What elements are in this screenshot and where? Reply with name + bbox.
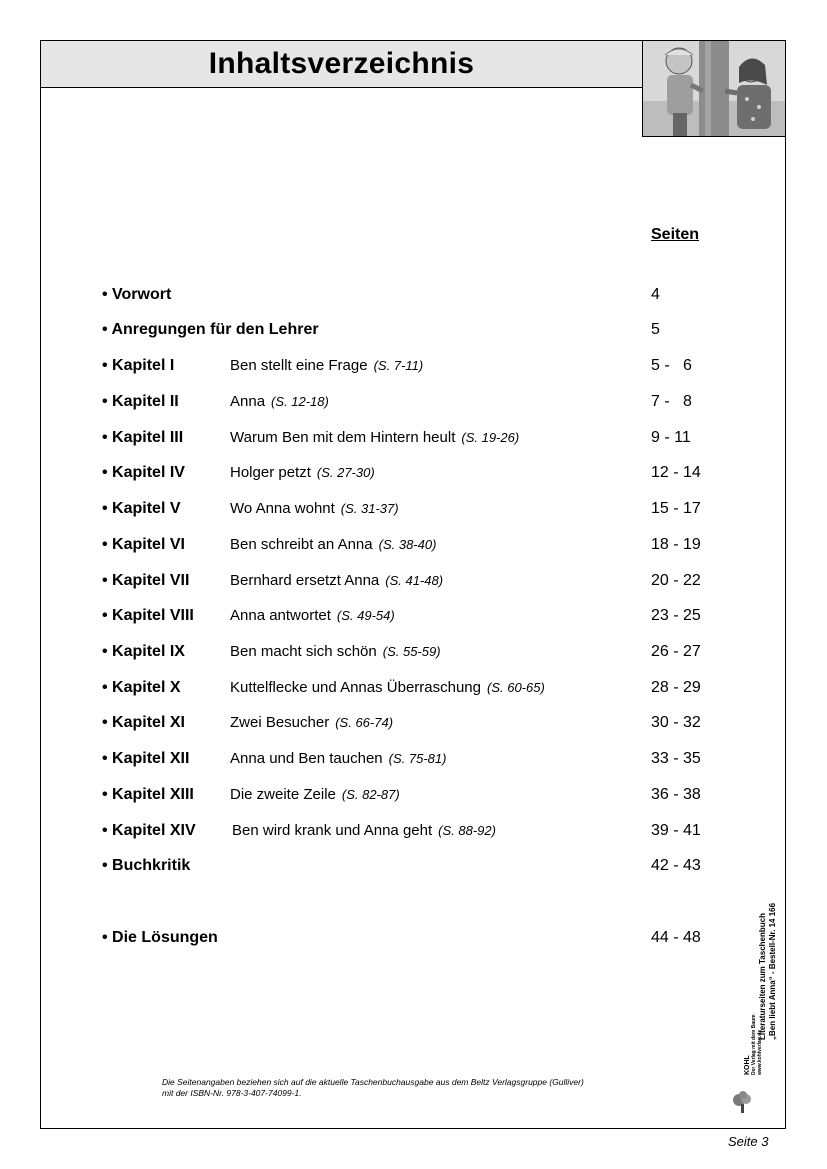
toc-label: • Anregungen für den Lehrer [102, 321, 319, 338]
publisher-url: www.kohlverlag.de [757, 1029, 763, 1075]
toc-pages: 42 - 43 [651, 857, 701, 874]
toc-pages: 39 - 41 [651, 822, 701, 839]
book-page-ref: (S. 7-11) [373, 358, 424, 373]
toc-row-buchkritik [102, 857, 712, 881]
page-number: Seite 3 [728, 1134, 769, 1149]
chapter-title: Ben wird krank und Anna geht [232, 822, 433, 839]
chapter-title: Holger petzt [230, 464, 311, 481]
toc-label: • Kapitel XII [102, 750, 190, 767]
toc-pages: 26 - 27 [651, 643, 701, 660]
chapter-title: Bernhard ersetzt Anna [230, 572, 380, 589]
toc-pages: 44 - 48 [651, 929, 701, 946]
toc-row-kapitel-5 [102, 500, 712, 524]
chapter-title: Ben macht sich schön [230, 643, 377, 660]
toc-row-loesungen [102, 929, 712, 953]
toc-pages: 20 - 22 [651, 572, 701, 589]
toc-label: • Kapitel III [102, 429, 184, 446]
publisher-name: KOHL [744, 1055, 751, 1075]
sidebar-line-1: Literaturseiten zum Taschenbuch [758, 913, 767, 1040]
sidebar-line-2: „Ben liebt Anna“ - Bestell-Nr. 14 166 [768, 902, 777, 1040]
toc-desc [230, 464, 375, 481]
toc-label: • Kapitel IV [102, 464, 185, 481]
toc-row-kapitel-9 [102, 643, 712, 667]
toc-label: • Vorwort [102, 286, 172, 303]
toc-row-kapitel-14 [102, 822, 712, 846]
toc-pages: 15 - 17 [651, 500, 701, 517]
footnote-line-2: mit der ISBN-Nr. 978-3-407-74099-1. [162, 1088, 302, 1098]
chapter-title: Anna [230, 393, 266, 410]
toc-row-kapitel-10 [102, 679, 712, 703]
book-page-ref: (S. 66-74) [335, 715, 394, 730]
chapter-title: Kuttelflecke und Annas Überraschung [230, 679, 481, 696]
toc-desc [230, 679, 545, 696]
book-page-ref: (S. 82-87) [341, 787, 400, 802]
illustration-photo [642, 40, 786, 137]
toc-row-kapitel-3 [102, 429, 712, 453]
toc-desc [230, 500, 399, 517]
toc-row-kapitel-2 [102, 393, 712, 417]
pages-column-header: Seiten [651, 226, 700, 243]
toc-label: • Buchkritik [102, 857, 191, 874]
toc-pages: 30 - 32 [651, 714, 701, 731]
chapter-title: Ben stellt eine Frage [230, 357, 368, 374]
page-title: Inhaltsverzeichnis [208, 47, 475, 80]
toc-row-kapitel-7 [102, 572, 712, 596]
toc-desc [230, 572, 443, 589]
chapter-title: Warum Ben mit dem Hintern heult [230, 429, 456, 446]
tree-logo-icon [730, 1090, 756, 1114]
chapter-title: Zwei Besucher [230, 714, 330, 731]
toc-label: • Kapitel IX [102, 643, 185, 660]
toc-desc [230, 536, 436, 553]
toc-pages: 36 - 38 [651, 786, 701, 803]
book-page-ref: (S. 55-59) [382, 644, 441, 659]
toc-label: • Kapitel XIII [102, 786, 194, 803]
book-page-ref: (S. 19-26) [461, 430, 520, 445]
book-page-ref: (S. 38-40) [378, 537, 437, 552]
chapter-title: Die zweite Zeile [230, 786, 336, 803]
book-page-ref: (S. 60-65) [487, 680, 545, 695]
toc-label: • Kapitel XIV [102, 822, 196, 839]
footnote [162, 1077, 584, 1099]
toc-label: • Kapitel V [102, 500, 181, 517]
toc-pages: 5 [651, 321, 660, 338]
toc-pages: 33 - 35 [651, 750, 701, 767]
title-band [40, 40, 643, 88]
book-page-ref: (S. 75-81) [388, 751, 447, 766]
toc-label: • Kapitel II [102, 393, 179, 410]
toc-row-kapitel-1 [102, 357, 712, 381]
book-page-ref: (S. 12-18) [271, 394, 329, 409]
book-page-ref: (S. 27-30) [316, 465, 375, 480]
toc-desc [230, 643, 441, 660]
toc-row-kapitel-4 [102, 464, 712, 488]
toc-pages: 4 [651, 286, 660, 303]
toc-row-vorwort [102, 286, 712, 310]
footnote-line-1: Die Seitenangaben beziehen sich auf die aktuelle Taschenbuchausgabe aus dem Beltz Verlagsgruppe (Gulliver) [162, 1077, 584, 1087]
children-tree-illustration [643, 41, 786, 137]
toc-row-kapitel-8 [102, 607, 712, 631]
toc-desc [230, 357, 423, 374]
toc-label: • Die Lösungen [102, 929, 218, 946]
toc-label: • Kapitel VI [102, 536, 185, 553]
toc-label: • Kapitel VII [102, 572, 190, 589]
toc-desc [230, 750, 446, 767]
toc-desc [230, 714, 393, 731]
toc-desc [230, 429, 519, 446]
toc-row-kapitel-11 [102, 714, 712, 738]
toc-pages: 12 - 14 [651, 464, 701, 481]
toc-desc [230, 786, 400, 803]
toc-desc [230, 393, 329, 410]
chapter-title: Anna antwortet [230, 607, 331, 624]
toc-desc [232, 822, 496, 839]
chapter-title: Ben schreibt an Anna [230, 536, 373, 553]
toc-label: • Kapitel VIII [102, 607, 194, 624]
toc-label: • Kapitel I [102, 357, 175, 374]
toc-desc [230, 607, 395, 624]
publisher-brand [744, 1014, 763, 1075]
toc-label: • Kapitel X [102, 679, 181, 696]
book-page-ref: (S. 41-48) [385, 573, 444, 588]
toc-row-kapitel-6 [102, 536, 712, 560]
book-page-ref: (S. 31-37) [340, 501, 399, 516]
toc-row-kapitel-12 [102, 750, 712, 774]
toc-pages: 9 - 11 [651, 429, 691, 446]
book-page-ref: (S. 88-92) [438, 823, 496, 838]
toc-pages: 28 - 29 [651, 679, 701, 696]
book-page-ref: (S. 49-54) [336, 608, 395, 623]
toc-pages: 23 - 25 [651, 607, 701, 624]
toc-row-kapitel-13 [102, 786, 712, 810]
publisher-tagline: Der Verlag mit dem Baum [751, 1014, 757, 1075]
toc-pages: 7 - 8 [651, 393, 692, 410]
chapter-title: Anna und Ben tauchen [230, 750, 383, 767]
toc-label: • Kapitel XI [102, 714, 185, 731]
toc-pages: 5 - 6 [651, 357, 692, 374]
chapter-title: Wo Anna wohnt [230, 500, 335, 517]
toc-row-anregungen [102, 321, 712, 345]
toc-pages: 18 - 19 [651, 536, 701, 553]
